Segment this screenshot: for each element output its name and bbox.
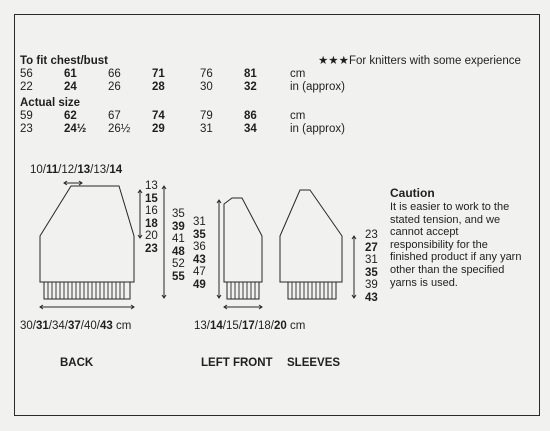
sleeve-length-values (365, 229, 378, 305)
experience-note: For knitters with some experience (348, 55, 521, 67)
caution-line-4: responsibility for the (390, 238, 488, 251)
caution-line-7: yarns is used. (390, 276, 458, 289)
back-shoulder-label: 10/11/12/13/13/14 (30, 164, 123, 176)
actual-cm-3: 67 (108, 110, 121, 122)
front-width-4: 17 (242, 320, 255, 332)
sleeve-length-1: 23 (365, 229, 378, 241)
back-length-arrow (162, 186, 166, 298)
sleeve-length-5: 39 (365, 279, 378, 292)
front-width-5: 18 (258, 320, 271, 332)
front-width-3: 15 (226, 320, 239, 332)
back-width-unit: cm (116, 320, 132, 332)
sleeve-length-4: 35 (365, 266, 378, 279)
fit-in-4: 28 (152, 81, 165, 93)
back-length-4: 48 (172, 245, 185, 258)
actual-in-unit: in (approx) (290, 123, 345, 135)
armhole-6: 23 (145, 242, 158, 255)
front-width-6: 20 (274, 320, 287, 332)
armhole-3: 16 (145, 205, 158, 218)
actual-in-5: 31 (200, 123, 213, 135)
front-width-label: 13/14/15/17/18/20 cm (194, 320, 306, 332)
actual-cm-1: 59 (20, 110, 33, 122)
back-length-values (172, 208, 185, 284)
front-length-4: 43 (193, 253, 206, 266)
front-length-values (193, 216, 206, 292)
fit-cm-4: 71 (152, 68, 165, 80)
front-length-5: 47 (193, 266, 206, 279)
back-outline (40, 186, 134, 282)
caution-line-5: finished product if any yarn (390, 251, 522, 264)
back-ribbing (44, 282, 130, 299)
sleeve-outline (280, 190, 342, 282)
back-length-1: 35 (172, 208, 185, 220)
back-width-2: 31 (36, 320, 49, 332)
back-width-5: 40 (84, 320, 97, 332)
actual-in-6: 34 (244, 123, 257, 135)
fit-cm-unit: cm (290, 68, 306, 80)
actual-in-1: 23 (20, 123, 33, 135)
left-front-outline (224, 198, 262, 282)
fit-in-6: 32 (244, 81, 257, 93)
back-length-6: 55 (172, 270, 185, 283)
sleeve-length-2: 27 (365, 241, 378, 254)
fit-cm-5: 76 (200, 68, 213, 80)
left-front-label: LEFT FRONT (201, 357, 273, 369)
back-width-label: 30/31/34/37/40/43 cm (20, 320, 132, 332)
fit-in-5: 30 (200, 81, 213, 93)
caution-line-2: stated tension, and we (390, 213, 501, 226)
front-rib-lines (231, 282, 255, 299)
star-icons: ★★★ (318, 55, 349, 67)
caution-heading: Caution (390, 186, 435, 200)
actual-cm-5: 79 (200, 110, 213, 122)
fit-in-3: 26 (108, 81, 121, 93)
caution-line-6: other than the specified (390, 263, 505, 276)
back-width-4: 37 (68, 320, 81, 332)
actual-cm-6: 86 (244, 110, 257, 122)
back-shoulder-5: 13 (93, 164, 107, 176)
front-width-2: 14 (210, 320, 223, 332)
back-width-6: 43 (100, 320, 113, 332)
front-length-1: 31 (193, 216, 206, 228)
armhole-1: 13 (145, 180, 158, 192)
caution-line-3: cannot accept (390, 226, 459, 239)
armhole-5: 20 (145, 230, 158, 243)
back-shoulder-6: 14 (109, 164, 123, 176)
back-length-5: 52 (172, 258, 185, 271)
back-width-3: 34 (52, 320, 65, 332)
sleeve-rib-lines (292, 282, 332, 299)
back-width-1: 30 (20, 320, 33, 332)
caution-text (390, 201, 521, 289)
caution-line-1: It is easier to work to the (390, 201, 510, 213)
actual-in-2: 24½ (64, 123, 87, 135)
fit-cm-6: 81 (244, 68, 257, 80)
fit-heading: To fit chest/bust (20, 55, 108, 67)
armhole-2: 15 (145, 192, 158, 205)
fit-in-1: 22 (20, 81, 33, 93)
fit-in-unit: in (approx) (290, 81, 345, 93)
front-width-unit: cm (290, 320, 306, 332)
actual-in-3: 26½ (108, 123, 131, 135)
back-armhole-arrow (138, 190, 142, 238)
back-rib-lines (48, 282, 124, 299)
actual-cm-unit: cm (290, 110, 306, 122)
actual-heading: Actual size (20, 97, 81, 109)
front-length-3: 36 (193, 241, 206, 254)
fit-cm-1: 56 (20, 68, 33, 80)
actual-cm-2: 62 (64, 110, 77, 122)
back-shoulder-arrow (64, 181, 82, 185)
front-length-arrow (217, 200, 221, 298)
back-width-arrow (40, 305, 134, 309)
back-shoulder-1: 10 (30, 164, 43, 176)
armhole-4: 18 (145, 217, 158, 230)
back-shoulder-3: 12 (61, 164, 75, 176)
fit-cm-3: 66 (108, 68, 121, 80)
fit-in-2: 24 (64, 81, 77, 93)
sleeve-length-6: 43 (365, 291, 378, 304)
fit-cm-2: 61 (64, 68, 77, 80)
back-length-2: 39 (172, 220, 185, 233)
sleeve-length-3: 31 (365, 254, 378, 267)
sleeves-label: SLEEVES (287, 357, 341, 369)
actual-cm-4: 74 (152, 110, 165, 122)
front-width-1: 13 (194, 320, 207, 332)
back-shoulder-2: 11 (46, 164, 59, 176)
front-width-arrow (224, 305, 262, 309)
sleeve-length-arrow (352, 236, 356, 298)
actual-in-4: 29 (152, 123, 165, 135)
front-length-2: 35 (193, 228, 206, 241)
front-length-6: 49 (193, 278, 206, 291)
back-length-3: 41 (172, 233, 185, 246)
back-label: BACK (60, 357, 94, 369)
back-shoulder-4: 13 (77, 164, 91, 176)
back-armhole-values (145, 180, 158, 256)
